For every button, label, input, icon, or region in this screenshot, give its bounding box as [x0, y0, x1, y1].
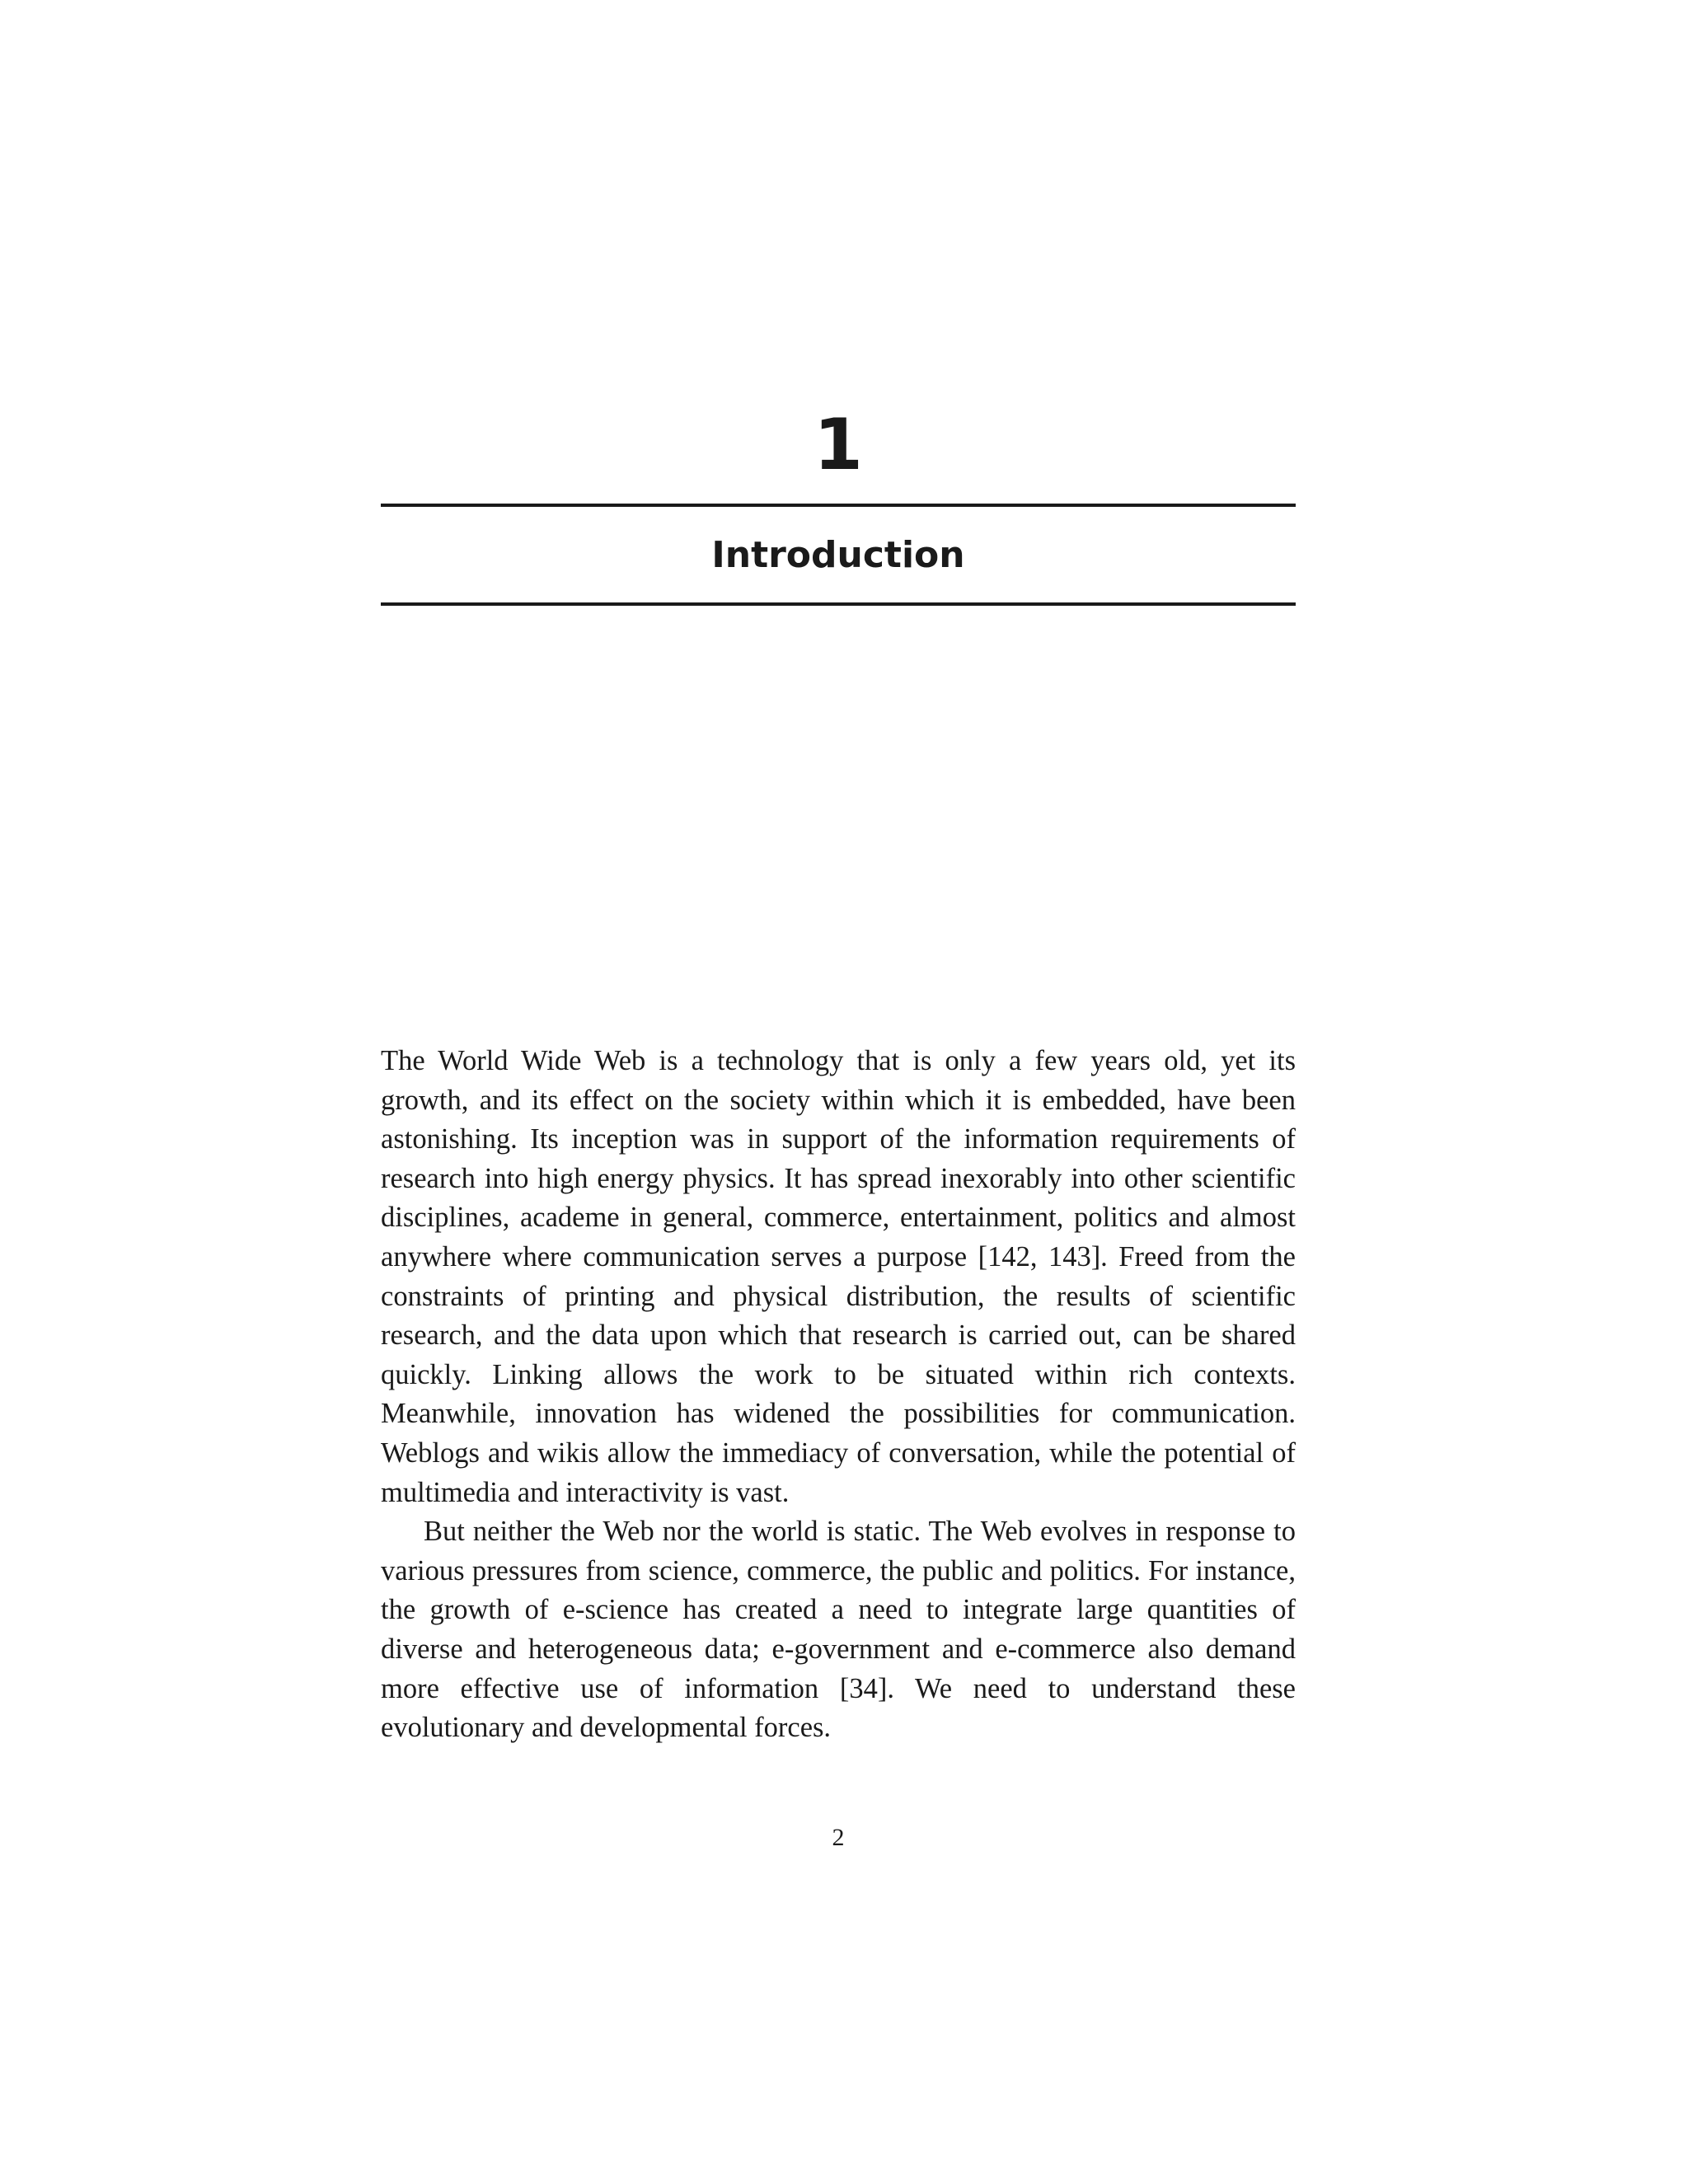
chapter-rule-top: [381, 504, 1296, 507]
page-number: 2: [832, 1824, 845, 1851]
body-text: [381, 1042, 1296, 1748]
chapter-rule-bottom: [381, 602, 1296, 606]
paragraph-1: The World Wide Web is a technology that is only a few years old, yet its growth, and its effect on the society within which it is embedded, have been astonishing. Its inception was in support of the information requirements of research into high energy physics. It has spread inexorably into other scientific disciplines, academe in general, commerce, entertainment, politics and almost anywhere where communication serves a purpose [142, 143]. Freed from the constraints of printing and physical distribution, the results of scientific research, and the data upon which that research is carried out, can be shared quickly. Linking allows the work to be situated within rich contexts. Meanwhile, innovation has widened the possibilities for communication. Weblogs and wikis allow the immediacy of conversation, while the potential of multimedia and interactivity is vast.: [381, 1045, 1296, 1508]
chapter-number: 1: [814, 404, 863, 486]
paragraph-2: But neither the Web nor the world is static. The Web evolves in response to various pressures from science, commerce, the public and politics. For instance, the growth of e-science has created a need to integrate large quantities of diverse and heterogeneous data; e-government and e-commerce also demand more effective use of information [34]. We need to understand these evolutionary and developmental forces.: [381, 1516, 1296, 1744]
chapter-title: Introduction: [711, 534, 965, 576]
